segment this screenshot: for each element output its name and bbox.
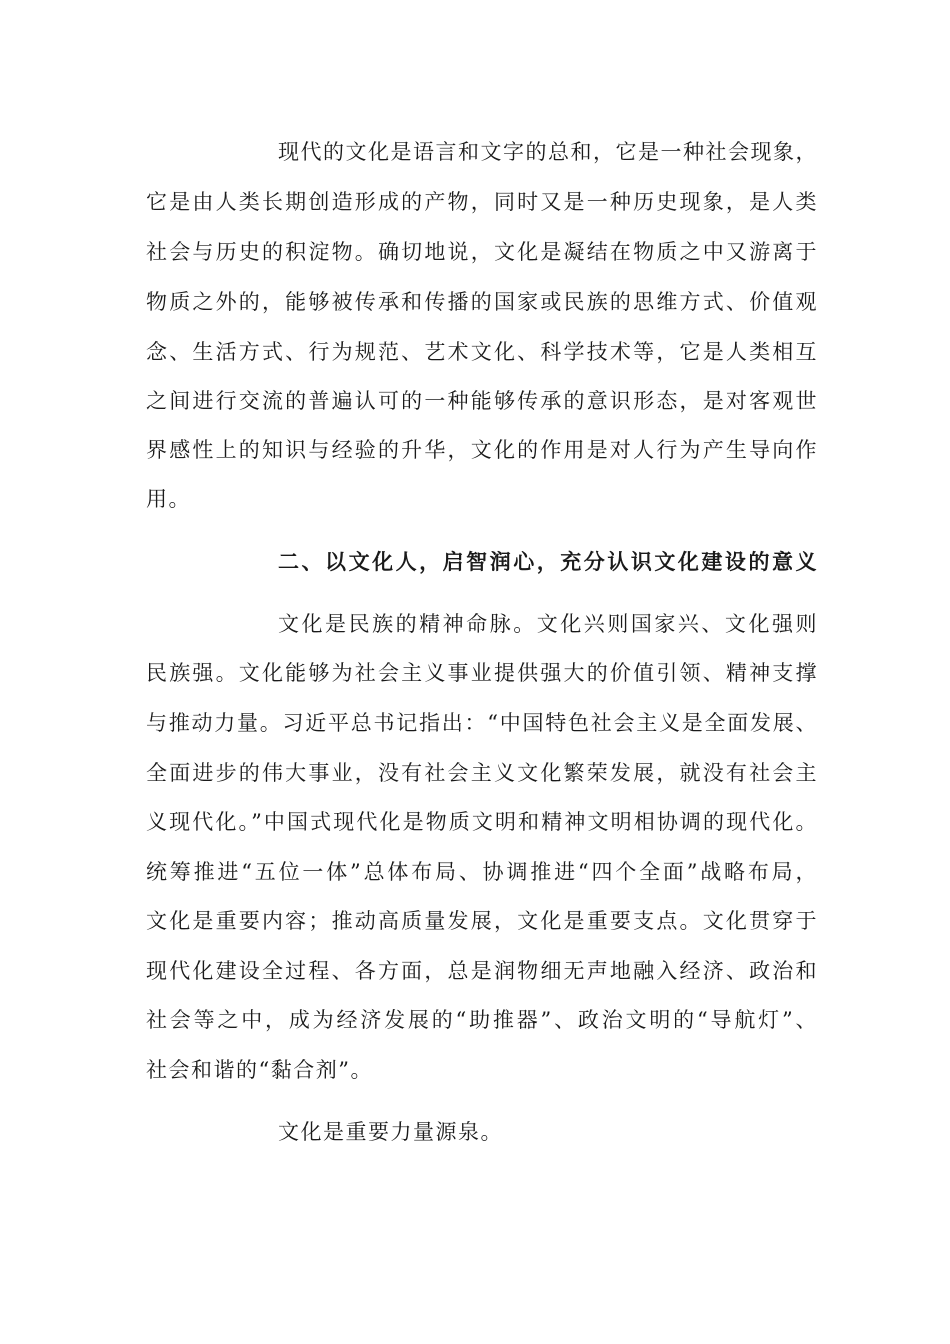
section-heading: 二、以文化人，启智润心，充分认识文化建设的意义: [278, 549, 818, 574]
paragraph-2-line-3: 与推动力量。习近平总书记指出：“中国特色社会主义是全面发展、: [146, 711, 818, 735]
paragraph-1-line-2: 它是由人类长期创造形成的产物，同时又是一种历史现象，是人类: [146, 190, 818, 214]
paragraph-2-line-1: 文化是民族的精神命脉。文化兴则国家兴、文化强则: [278, 612, 818, 636]
paragraph-1-line-7: 界感性上的知识与经验的升华，文化的作用是对人行为产生导向作: [146, 438, 818, 462]
paragraph-3-line-1: 文化是重要力量源泉。: [278, 1120, 503, 1144]
paragraph-1-line-1: 现代的文化是语言和文字的总和，它是一种社会现象，: [278, 140, 818, 164]
paragraph-2-line-8: 现代化建设全过程、各方面，总是润物细无声地融入经济、政治和: [146, 959, 818, 983]
paragraph-1-line-4: 物质之外的，能够被传承和传播的国家或民族的思维方式、价值观: [146, 290, 818, 314]
paragraph-1-line-5: 念、生活方式、行为规范、艺术文化、科学技术等，它是人类相互: [146, 340, 818, 364]
paragraph-2-line-9: 社会等之中，成为经济发展的“助推器”、政治文明的“导航灯”、: [146, 1008, 818, 1032]
paragraph-2-line-10: 社会和谐的“黏合剂”。: [146, 1058, 373, 1082]
paragraph-2-line-4: 全面进步的伟大事业，没有社会主义文化繁荣发展，就没有社会主: [146, 761, 818, 785]
paragraph-2-line-5: 义现代化。”中国式现代化是物质文明和精神文明相协调的现代化。: [146, 810, 818, 834]
paragraph-1-line-6: 之间进行交流的普遍认可的一种能够传承的意识形态，是对客观世: [146, 389, 818, 413]
paragraph-2-line-7: 文化是重要内容；推动高质量发展，文化是重要支点。文化贯穿于: [146, 909, 818, 933]
paragraph-1-line-8: 用。: [146, 487, 191, 511]
paragraph-2-line-2: 民族强。文化能够为社会主义事业提供强大的价值引领、精神支撑: [146, 661, 818, 685]
paragraph-1-line-3: 社会与历史的积淀物。确切地说，文化是凝结在物质之中又游离于: [146, 240, 818, 264]
paragraph-2-line-6: 统筹推进“五位一体”总体布局、协调推进“四个全面”战略布局，: [146, 860, 818, 884]
